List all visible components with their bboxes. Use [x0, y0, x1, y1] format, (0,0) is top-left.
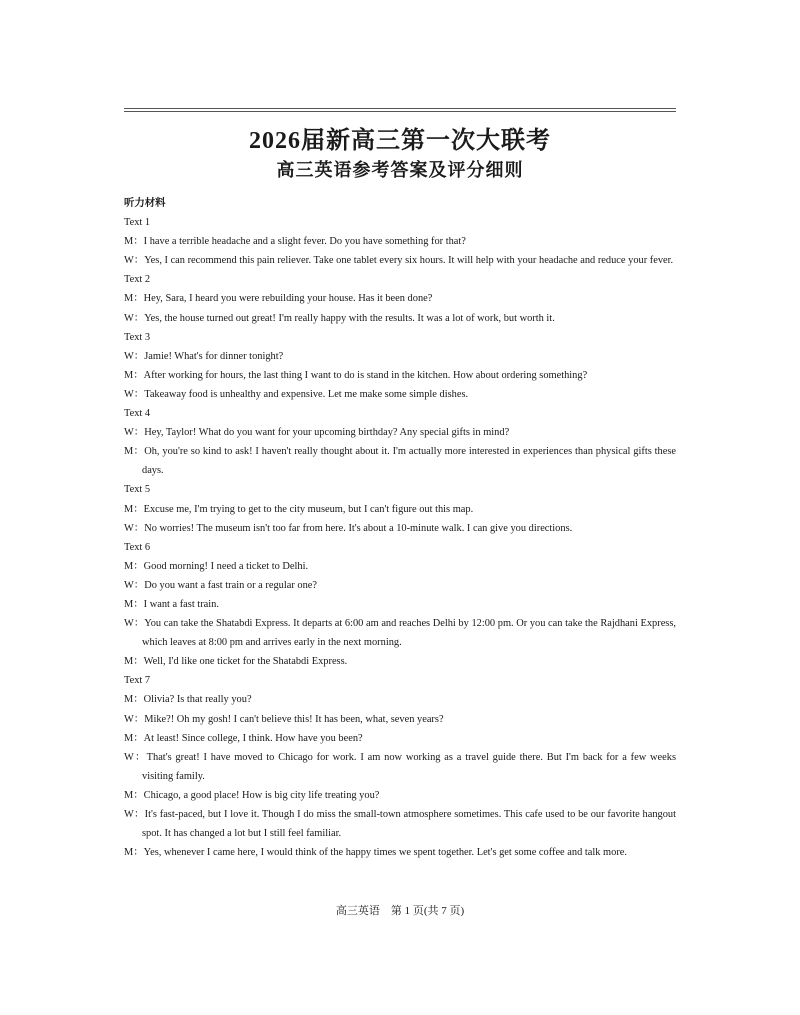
speaker-label: M： [124, 694, 144, 706]
dialogue-line [124, 442, 676, 480]
speaker-label: W： [124, 751, 147, 763]
dialogue-line [124, 595, 676, 614]
listening-material [124, 194, 676, 862]
dialogue-text: Excuse me, I'm trying to get to the city museum, but I can't figure out this map. [143, 503, 474, 515]
page-footer: 高三英语 第 1 页(共 7 页) [335, 905, 465, 917]
speaker-label: W： [124, 350, 145, 362]
dialogue-text: Olivia? Is that really you? [143, 694, 252, 706]
speaker-label: W： [124, 579, 145, 591]
text-label: Text 2 [124, 274, 151, 286]
dialogue-text: Do you want a fast train or a regular one? [144, 579, 318, 591]
dialogue-text: Jamie! What's for dinner tonight? [144, 350, 284, 362]
dialogue-line [124, 519, 676, 538]
dialogue-text: Hey, Sara, I heard you were rebuilding your house. Has it been done? [143, 293, 433, 305]
dialogue-text: It's fast-paced, but I love it. Though I do miss the small-town atmosphere sometimes. This cafe used to be our favorite hangout spot. It has changed a lot but I still feel familiar. [142, 809, 676, 840]
dialogue-line [124, 557, 676, 576]
dialogue-line [124, 786, 676, 805]
dialogue-line [124, 232, 676, 251]
page-title: 2026届新高三第一次大联考 [249, 128, 551, 154]
speaker-label: W： [124, 388, 145, 400]
speaker-label: M： [124, 369, 144, 381]
dialogue-line [124, 385, 676, 404]
dialogue-text: Well, I'd like one ticket for the Shatabdi Express. [143, 656, 348, 668]
speaker-label: M： [124, 503, 144, 515]
page-subtitle: 高三英语参考答案及评分细则 [276, 160, 524, 181]
dialogue-text: Oh, you're so kind to ask! I haven't really thought about it. I'm actually more interested in experiences than physical gifts these days. [142, 446, 676, 477]
dialogue-line [124, 366, 676, 385]
dialogue-text: Mike?! Oh my gosh! I can't believe this! It has been, what, seven years? [144, 713, 444, 725]
section-heading: 听力材料 [124, 197, 166, 209]
text-label: Text 3 [124, 331, 151, 343]
speaker-label: M： [124, 847, 144, 859]
speaker-label: W： [124, 255, 145, 267]
speaker-label: W： [124, 427, 145, 439]
text-label: Text 7 [124, 675, 151, 687]
speaker-label: M： [124, 732, 144, 744]
dialogue-line [124, 500, 676, 519]
dialogue-line [124, 289, 676, 308]
speaker-label: W： [124, 522, 145, 534]
speaker-label: W： [124, 713, 145, 725]
dialogue-line [124, 576, 676, 595]
speaker-label: M： [124, 789, 144, 801]
dialogue-line [124, 748, 676, 786]
dialogue-text: At least! Since college, I think. How have you been? [143, 732, 363, 744]
dialogue-text: I have a terrible headache and a slight fever. Do you have something for that? [143, 236, 466, 248]
dialogue-text: That's great! I have moved to Chicago for work. I am now working as a travel guide there. But I'm back for a few weeks visiting family. [142, 751, 676, 782]
dialogue-text: You can take the Shatabdi Express. It departs at 6:00 am and reaches Delhi by 12:00 pm. Or you can take the Rajdhani Express, which leaves at 8:00 pm and arrives early in the next morning. [142, 618, 676, 649]
dialogue-text: Takeaway food is unhealthy and expensive. Let me make some simple dishes. [144, 388, 469, 400]
dialogue-line [124, 690, 676, 709]
speaker-label: M： [124, 293, 144, 305]
dialogue-line [124, 347, 676, 366]
dialogue-text: Hey, Taylor! What do you want for your upcoming birthday? Any special gifts in mind? [144, 427, 510, 439]
speaker-label: M： [124, 598, 144, 610]
dialogue-text: Yes, the house turned out great! I'm really happy with the results. It was a lot of work, but worth it. [144, 312, 555, 324]
dialogue-line [124, 843, 676, 862]
text-label: Text 1 [124, 217, 151, 229]
dialogue-text: Yes, I can recommend this pain reliever. Take one tablet every six hours. It will help with your headache and reduce your fever. [144, 255, 674, 267]
dialogue-line [124, 729, 676, 748]
dialogue-line [124, 652, 676, 671]
dialogue-text: I want a fast train. [143, 598, 219, 610]
speaker-label: M： [124, 560, 144, 572]
speaker-label: M： [124, 446, 145, 458]
dialogue-line [124, 251, 676, 270]
dialogue-line [124, 309, 676, 328]
dialogue-text: Good morning! I need a ticket to Delhi. [143, 560, 309, 572]
dialogue-line [124, 423, 676, 442]
dialogue-text: No worries! The museum isn't too far from here. It's about a 10-minute walk. I can give you directions. [144, 522, 573, 534]
speaker-label: M： [124, 656, 144, 668]
text-label: Text 5 [124, 484, 151, 496]
header-double-rule [124, 108, 676, 112]
text-label: Text 6 [124, 541, 151, 553]
dialogue-line [124, 614, 676, 652]
dialogue-text: Chicago, a good place! How is big city life treating you? [143, 789, 380, 801]
speaker-label: W： [124, 618, 145, 630]
dialogue-text: Yes, whenever I came here, I would think of the happy times we spent together. Let's get some coffee and talk more. [143, 847, 627, 859]
speaker-label: W： [124, 312, 145, 324]
dialogue-text: After working for hours, the last thing I want to do is stand in the kitchen. How about ordering something? [143, 369, 588, 381]
dialogue-line [124, 805, 676, 843]
text-label: Text 4 [124, 408, 151, 420]
speaker-label: W： [124, 809, 145, 820]
speaker-label: M： [124, 236, 144, 248]
dialogue-line [124, 710, 676, 729]
